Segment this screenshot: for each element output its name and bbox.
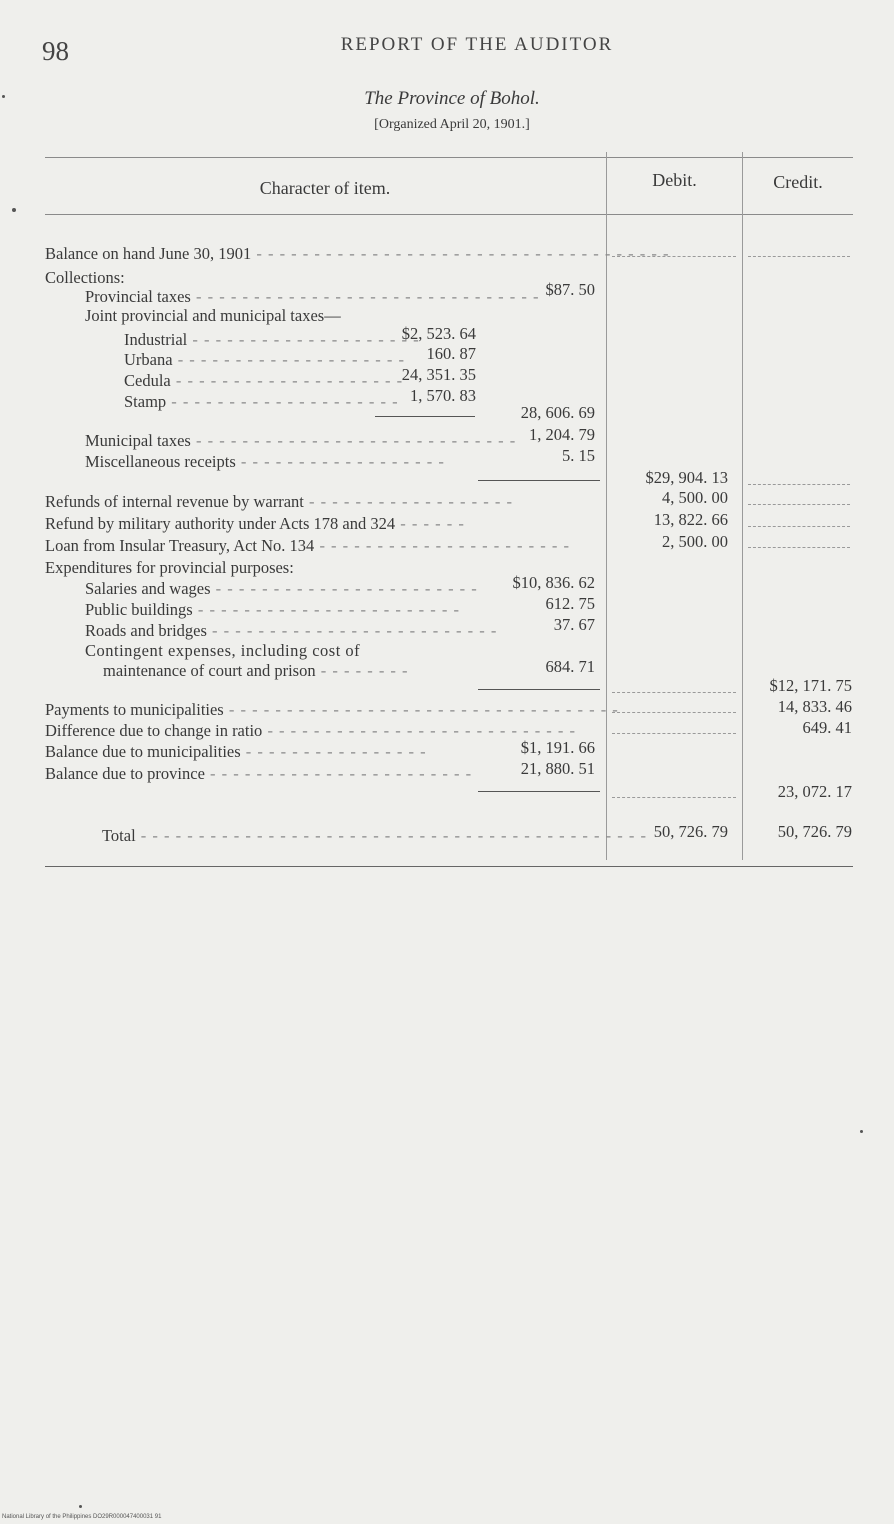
organized-note: [Organized April 20, 1901.] [374,117,530,132]
amount-cell: 1, 204. 79 [529,425,595,444]
amount-cell: 21, 880. 51 [520,759,595,778]
row-label: Loan from Insular Treasury, Act No. 134 [45,536,315,555]
sub-amount-cell: 24, 351. 35 [401,365,476,384]
scan-speck [12,208,16,212]
header-item: Character of item. [259,178,391,198]
row-label: Contingent expenses, including cost of [85,641,361,660]
footer-note: National Library of the Philippines DO29R000047400031 91 [2,1514,162,1520]
row-label: Provincial taxes [85,287,191,306]
row-label: Cedula [124,371,171,390]
debit-cell: 4, 500. 00 [662,488,728,507]
amount-cell: 684. 71 [545,657,595,676]
running-head: REPORT OF THE AUDITOR [340,34,614,55]
credit-cell: 23, 072. 17 [777,782,852,801]
row-label: Refunds of internal revenue by warrant [45,492,304,511]
row-label: Urbana [124,350,173,369]
amount-cell: $10, 836. 62 [512,573,595,592]
row-label: Roads and bridges [85,621,207,640]
sub-amount-cell: 1, 570. 83 [410,386,476,405]
amount-cell: $87. 50 [545,280,595,299]
amount-cell: 28, 606. 69 [520,403,595,422]
scan-speck [79,1505,82,1508]
debit-cell: $29, 904. 13 [645,468,728,487]
row-label: Miscellaneous receipts [85,452,236,471]
amount-cell: 5. 15 [562,446,595,465]
row-label: Total [102,826,136,845]
amount-cell: $1, 191. 66 [520,738,595,757]
scan-speck [860,1130,863,1133]
debit-cell: 2, 500. 00 [662,532,728,551]
row-label: maintenance of court and prison [103,661,316,680]
row-label: Public buildings [85,600,193,619]
row-label: Municipal taxes [85,431,191,450]
row-label: Balance on hand June 30, 1901 [45,244,252,263]
province-title: The Province of Bohol. [364,88,540,109]
credit-cell: $12, 171. 75 [769,676,852,695]
total-debit-cell: 50, 726. 79 [653,822,728,841]
total-credit-cell: 50, 726. 79 [777,822,852,841]
row-label: Industrial [124,330,188,349]
row-label: Refund by military authority under Acts 178 and 324 [45,514,396,533]
row-label: Balance due to province [45,764,205,783]
amount-cell: 612. 75 [545,594,595,613]
credit-cell: 649. 41 [802,718,852,737]
row-label: Expenditures for provincial purposes: [45,558,294,577]
sub-amount-cell: 160. 87 [426,344,476,363]
row-label: Joint provincial and municipal taxes— [85,306,341,325]
header-bottom-rule [45,214,853,215]
header-debit: Debit. [652,170,697,190]
credit-cell: 14, 833. 46 [777,697,852,716]
row-label: Salaries and wages [85,579,211,598]
row-label: Difference due to change in ratio [45,721,263,740]
table-bottom-rule [45,866,853,867]
row-label: Stamp [124,392,167,411]
amount-cell: 37. 67 [553,615,595,634]
scan-speck [2,95,5,98]
sub-amount-cell: $2, 523. 64 [401,324,476,343]
header-credit: Credit. [773,172,823,192]
page-number: 98 [42,36,69,66]
debit-cell: 13, 822. 66 [653,510,728,529]
table-top-rule [45,157,853,158]
row-label: Collections: [45,268,125,287]
credit-column-rule [742,152,743,860]
row-label: Balance due to municipalities [45,742,241,761]
row-label: Payments to municipalities [45,700,224,719]
